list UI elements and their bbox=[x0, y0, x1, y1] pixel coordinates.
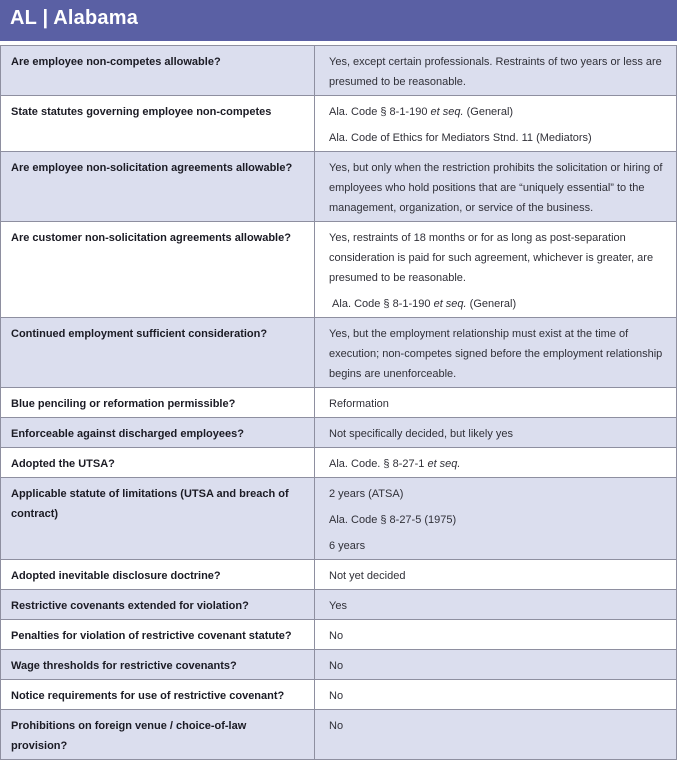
answer-text: 6 years bbox=[329, 540, 366, 552]
answer-cell bbox=[315, 590, 676, 619]
table-row bbox=[1, 151, 676, 221]
answer-text: No bbox=[329, 720, 344, 732]
answer-text: Yes, but only when the restriction prohibits the solicitation or hiring of employees who hold positions that are “uniquely essential” to the management, organization, or service of the business. bbox=[329, 162, 663, 214]
table-row bbox=[1, 679, 676, 709]
qa-table bbox=[0, 45, 677, 760]
answer-text: Not specifically decided, but likely yes bbox=[329, 428, 514, 440]
answer-paragraph bbox=[329, 228, 664, 288]
answer-paragraph bbox=[329, 294, 664, 314]
answer-paragraph bbox=[329, 324, 664, 384]
citation-latin-italic: et seq. bbox=[427, 458, 461, 470]
citation-latin-italic: et seq. bbox=[433, 298, 467, 310]
answer-text: Yes, except certain professionals. Restraints of two years or less are presumed to be reasonable. bbox=[329, 56, 662, 88]
table-row bbox=[1, 477, 676, 559]
question-cell: Applicable statute of limitations (UTSA and breach of contract) bbox=[1, 478, 315, 559]
question-cell: State statutes governing employee non-competes bbox=[1, 96, 315, 151]
answer-paragraph bbox=[329, 596, 664, 616]
question-cell: Enforceable against discharged employees? bbox=[1, 418, 315, 447]
answer-paragraph bbox=[329, 484, 664, 504]
answer-text: Ala. Code § 8-1-190 bbox=[329, 106, 431, 118]
question-cell: Are employee non-solicitation agreements allowable? bbox=[1, 152, 315, 221]
answer-paragraph bbox=[329, 52, 664, 92]
answer-paragraph bbox=[329, 128, 664, 148]
page-title: AL | Alabama bbox=[10, 7, 139, 29]
table-row bbox=[1, 221, 676, 317]
answer-cell bbox=[315, 46, 676, 95]
question-cell: Adopted inevitable disclosure doctrine? bbox=[1, 560, 315, 589]
answer-text: Ala. Code. § 8-27-1 bbox=[329, 458, 428, 470]
answer-text: Not yet decided bbox=[329, 570, 406, 582]
question-cell: Restrictive covenants extended for violation? bbox=[1, 590, 315, 619]
answer-cell bbox=[315, 710, 676, 759]
answer-cell bbox=[315, 478, 676, 559]
answer-text: (General) bbox=[466, 298, 517, 310]
answer-text: Yes, but the employment relationship must exist at the time of execution; non-competes signed before the employment relationship begins are unenforceable. bbox=[329, 328, 663, 380]
question-cell: Continued employment sufficient consideration? bbox=[1, 318, 315, 387]
answer-cell bbox=[315, 680, 676, 709]
answer-text: No bbox=[329, 660, 344, 672]
answer-cell bbox=[315, 318, 676, 387]
answer-paragraph bbox=[329, 158, 664, 218]
answer-paragraph bbox=[329, 536, 664, 556]
answer-text: Yes bbox=[329, 600, 347, 612]
answer-text: Ala. Code § 8-1-190 bbox=[329, 298, 434, 310]
answer-paragraph bbox=[329, 424, 664, 444]
answer-cell bbox=[315, 388, 676, 417]
table-row bbox=[1, 589, 676, 619]
answer-paragraph bbox=[329, 102, 664, 122]
answer-paragraph bbox=[329, 510, 664, 530]
table-row bbox=[1, 387, 676, 417]
answer-cell bbox=[315, 448, 676, 477]
table-row bbox=[1, 417, 676, 447]
question-cell: Notice requirements for use of restrictive covenant? bbox=[1, 680, 315, 709]
answer-cell bbox=[315, 650, 676, 679]
table-row bbox=[1, 649, 676, 679]
answer-cell bbox=[315, 560, 676, 589]
answer-text: Reformation bbox=[329, 398, 389, 410]
question-cell: Wage thresholds for restrictive covenants? bbox=[1, 650, 315, 679]
answer-text: (General) bbox=[463, 106, 514, 118]
answer-cell bbox=[315, 152, 676, 221]
question-cell: Blue penciling or reformation permissible? bbox=[1, 388, 315, 417]
table-row bbox=[1, 559, 676, 589]
answer-text: Ala. Code § 8-27-5 (1975) bbox=[329, 514, 457, 526]
answer-cell bbox=[315, 418, 676, 447]
question-cell: Are employee non-competes allowable? bbox=[1, 46, 315, 95]
answer-text: Yes, restraints of 18 months or for as long as post-separation consideration is paid for such agreement, whichever is greater, are presumed to be reasonable. bbox=[329, 232, 654, 284]
answer-paragraph bbox=[329, 394, 664, 414]
table-row bbox=[1, 447, 676, 477]
question-cell: Are customer non-solicitation agreements allowable? bbox=[1, 222, 315, 317]
state-header-band bbox=[0, 0, 677, 41]
answer-paragraph bbox=[329, 686, 664, 706]
answer-paragraph bbox=[329, 454, 664, 474]
answer-cell bbox=[315, 222, 676, 317]
table-row bbox=[1, 317, 676, 387]
citation-latin-italic: et seq. bbox=[430, 106, 464, 118]
question-cell: Adopted the UTSA? bbox=[1, 448, 315, 477]
answer-text: 2 years (ATSA) bbox=[329, 488, 404, 500]
question-cell: Penalties for violation of restrictive covenant statute? bbox=[1, 620, 315, 649]
answer-text: No bbox=[329, 630, 344, 642]
answer-paragraph bbox=[329, 626, 664, 646]
answer-cell bbox=[315, 96, 676, 151]
table-row bbox=[1, 46, 676, 95]
answer-paragraph bbox=[329, 566, 664, 586]
table-row bbox=[1, 619, 676, 649]
table-row bbox=[1, 709, 676, 759]
answer-text: Ala. Code of Ethics for Mediators Stnd. 11 (Mediators) bbox=[329, 132, 592, 144]
question-cell: Prohibitions on foreign venue / choice-of-law provision? bbox=[1, 710, 315, 759]
answer-paragraph bbox=[329, 656, 664, 676]
table-row bbox=[1, 95, 676, 151]
answer-paragraph bbox=[329, 716, 664, 736]
answer-cell bbox=[315, 620, 676, 649]
answer-text: No bbox=[329, 690, 344, 702]
